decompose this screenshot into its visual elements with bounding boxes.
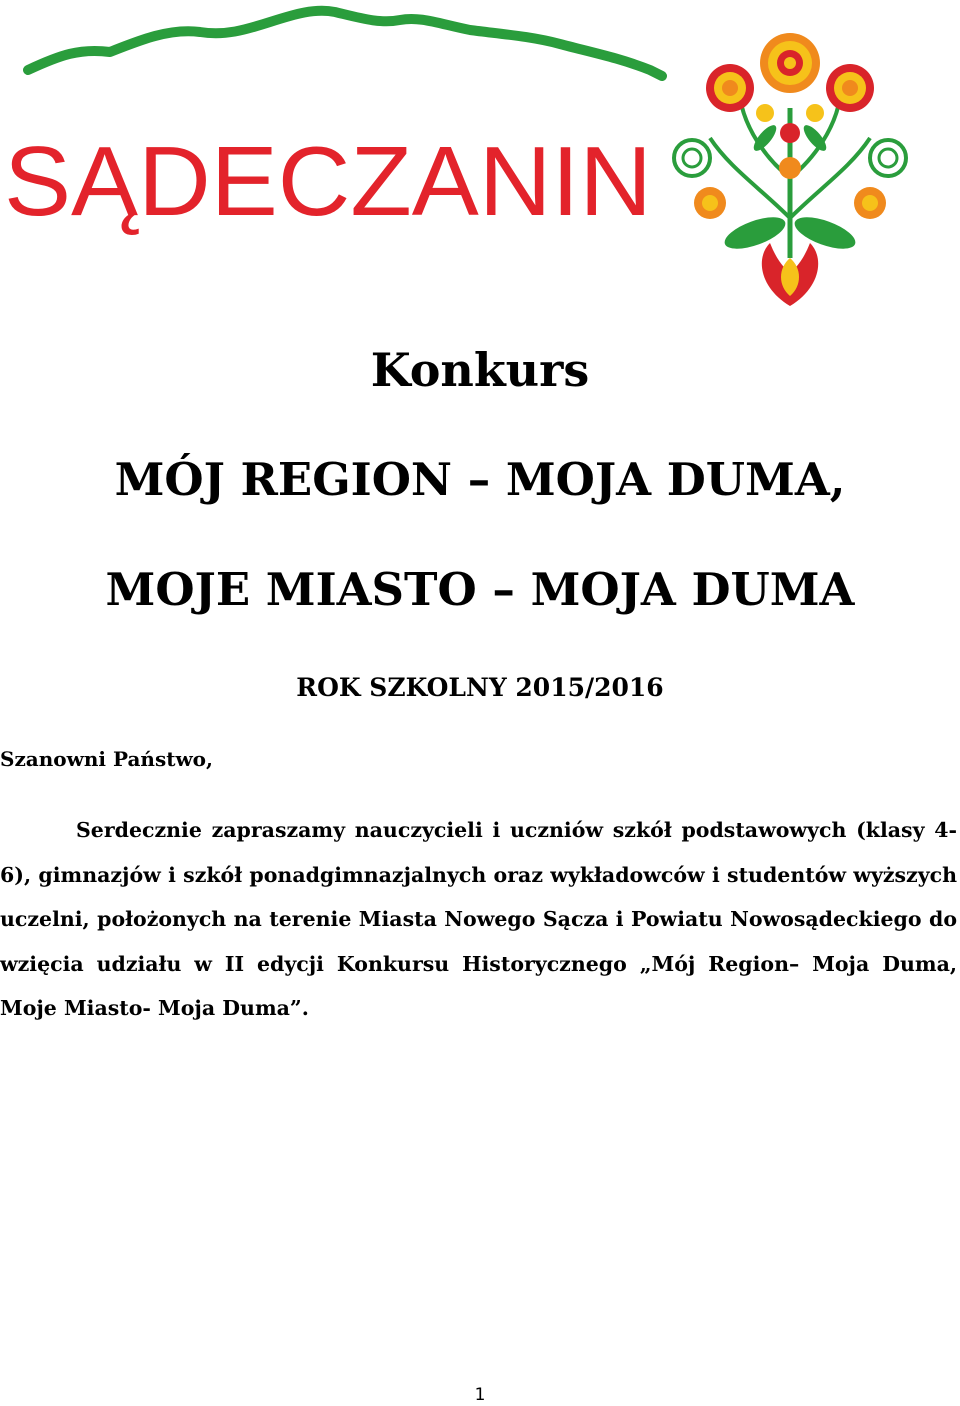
school-year: ROK SZKOLNY 2015/2016 (296, 673, 664, 702)
competition-name-line-2: MOJE MIASTO – MOJA DUMA (105, 563, 855, 616)
logo-wordmark: SĄDECZANIN (4, 126, 652, 236)
invitation-paragraph: Serdecznie zapraszamy nauczycieli i uczniów szkół podstawowych (klasy 4-6), gimnazjów i szkół ponadgimnazjalnych oraz wykładowców i studentów wyższych uczelni, położonych na terenie Miasta Nowego Sącza i Powiatu Nowosądeckiego do wzięcia udziału w II edycji Konkursu Historycznego „Mój Region– Moja Duma, Moje Miasto- Moja Duma”. (0, 818, 957, 1020)
folk-flower-ornament-icon (670, 18, 910, 308)
competition-name-line-1: MÓJ REGION – MOJA DUMA, (114, 453, 846, 506)
document-title: Konkurs (370, 343, 590, 397)
page-number: 1 (474, 1385, 486, 1405)
greeting: Szanowni Państwo, (0, 747, 213, 771)
header-logo (0, 0, 960, 310)
sadeczanin-wordmark-logo (0, 0, 680, 260)
mountain-line-icon (28, 11, 662, 76)
